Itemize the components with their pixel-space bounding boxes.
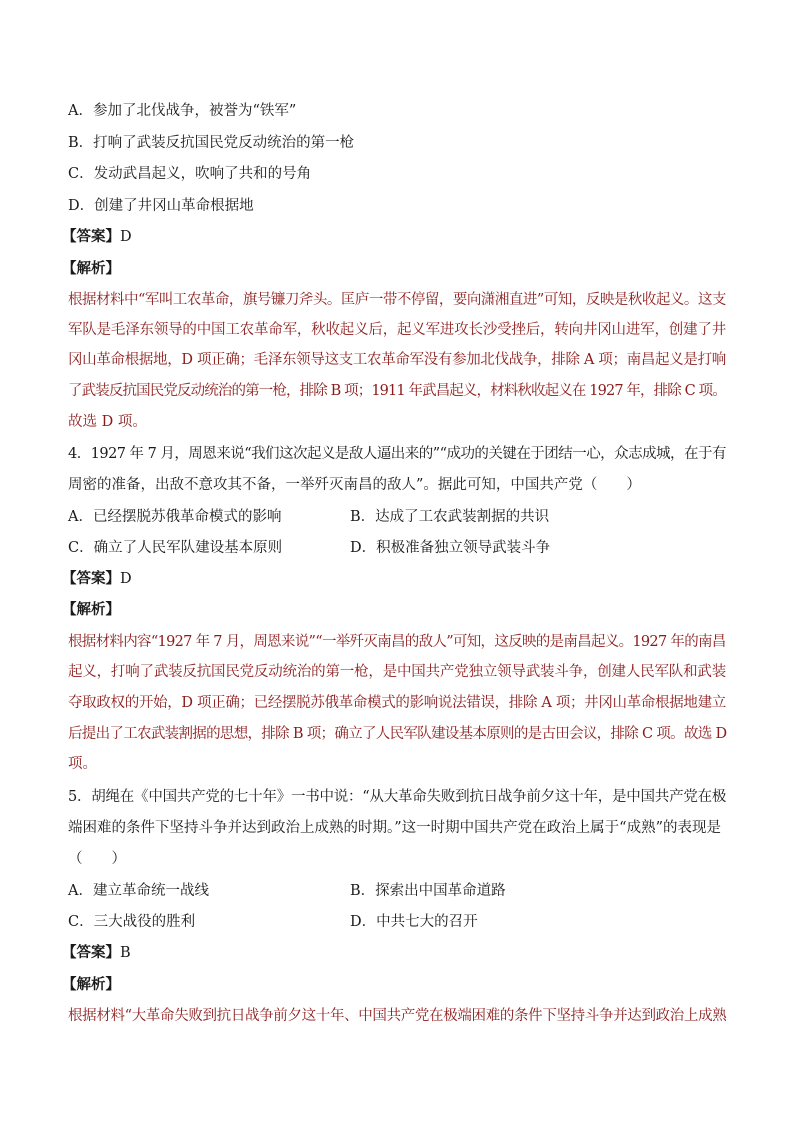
q4-answer bbox=[62, 569, 132, 589]
q3-option-a: A．参加了北伐战争，被誉为“铁军” bbox=[68, 103, 297, 119]
answer-label: 【答案】 bbox=[62, 228, 120, 245]
q5-option-d: D．中共七大的召开 bbox=[350, 914, 478, 930]
answer-value: D bbox=[120, 571, 132, 587]
q3-analysis-label: 【解析】 bbox=[62, 260, 120, 277]
answer-value: D bbox=[120, 229, 132, 245]
q3-analysis-line: 根据材料中“军叫工农革命，旗号镰刀斧头。匡庐一带不停留，要向潇湘直进”可知，反映是秋收起义。这支 bbox=[68, 292, 726, 308]
q4-option-a: A．已经摆脱苏俄革命模式的影响 bbox=[68, 509, 282, 525]
q3-analysis-line: 了武装反抗国民党反动统治的第一枪，排除 B 项；1911 年武昌起义，材料秋收起义在 1927 年，排除 C 项。 bbox=[68, 383, 726, 399]
q5-option-b: B．探索出中国革命道路 bbox=[350, 883, 506, 899]
q3-option-d: D．创建了井冈山革命根据地 bbox=[68, 198, 254, 214]
q4-analysis-line: 根据材料内容“1927 年 7 月，周恩来说”“一举歼灭南昌的敌人”可知，这反映的是南昌起义。1927 年的南昌 bbox=[68, 634, 726, 650]
q4-analysis-line: 夺取政权的开始，D 项正确；已经摆脱苏俄革命模式的影响说法错误，排除 A 项；井冈山革命根据地建立 bbox=[68, 695, 726, 711]
q4-analysis-line: 后提出了工农武装割据的思想，排除 B 项；确立了人民军队建设基本原则的是古田会议，排除 C 项。故选 D bbox=[68, 726, 727, 742]
q5-stem-line: 5．胡绳在《中国共产党的七十年》一书中说：“从大革命失败到抗日战争前夕这十年，是中国共产党在极 bbox=[68, 789, 727, 805]
q5-option-c: C．三大战役的胜利 bbox=[68, 914, 196, 930]
q3-option-b: B．打响了武装反抗国民党反动统治的第一枪 bbox=[68, 135, 355, 151]
q5-analysis-line: 根据材料“大革命失败到抗日战争前夕这十年、中国共产党在极端困难的条件下坚持斗争并达到政治上成熟 bbox=[68, 1008, 727, 1024]
q4-stem-line: 4．1927 年 7 月，周恩来说“我们这次起义是敌人逼出来的”“成功的关键在于团结一心，众志成城，在于有 bbox=[68, 446, 726, 462]
q5-answer bbox=[62, 943, 131, 963]
q4-analysis-line: 项。 bbox=[68, 756, 97, 772]
q4-analysis-line: 起义，打响了武装反抗国民党反动统治的第一枪，是中国共产党独立领导武装斗争，创建人民军队和武装 bbox=[68, 664, 726, 680]
q3-analysis-line: 军队是毛泽东领导的中国工农革命军，秋收起义后，起义军进攻长沙受挫后，转向井冈山进军，创建了井 bbox=[68, 322, 726, 338]
q5-option-a: A．建立革命统一战线 bbox=[68, 883, 209, 899]
q3-analysis-line: 故选 D 项。 bbox=[68, 414, 147, 430]
q4-option-b: B．达成了工农武装割据的共识 bbox=[350, 509, 550, 525]
q5-stem-line: （ ） bbox=[68, 851, 126, 867]
answer-label: 【答案】 bbox=[62, 570, 120, 587]
q4-analysis-label: 【解析】 bbox=[62, 601, 120, 618]
answer-value: B bbox=[120, 945, 131, 961]
q3-answer bbox=[62, 227, 132, 247]
q4-option-c: C．确立了人民军队建设基本原则 bbox=[68, 540, 283, 556]
q4-stem-line: 周密的准备，出敌不意攻其不备，一举歼灭南昌的敌人”。据此可知，中国共产党（ ） bbox=[68, 477, 641, 493]
q3-option-c: C．发动武昌起义，吹响了共和的号角 bbox=[68, 166, 312, 182]
q3-analysis-line: 冈山革命根据地，D 项正确；毛泽东领导这支工农革命军没有参加北伐战争，排除 A 项；南昌起义是打响 bbox=[68, 352, 726, 368]
q4-option-d: D．积极准备独立领导武装斗争 bbox=[350, 540, 551, 556]
q5-analysis-label: 【解析】 bbox=[62, 976, 120, 993]
q5-stem-line: 端困难的条件下坚持斗争并达到政治上成熟的时期。”这一时期中国共产党在政治上属于“成熟”的表现是 bbox=[68, 820, 721, 836]
answer-label: 【答案】 bbox=[62, 944, 120, 961]
